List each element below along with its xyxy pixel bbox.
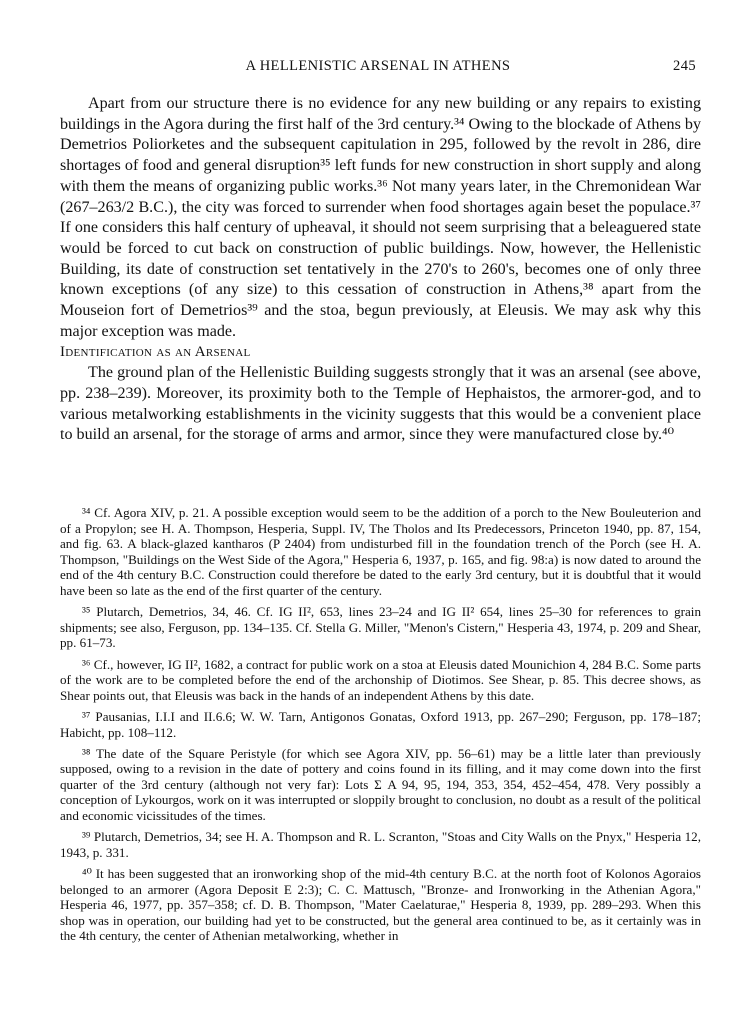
footnote-38: ³⁸ The date of the Square Peristyle (for which see Agora XIV, pp. 56–61) may be a little later than previously supposed, owing to a revision in the date of pottery and coins found in its filling, and it may come down into the first quarter of the 3rd century (although not very far): Lots Σ A 94, 95, 194, 353, 354, 452–454, 478. Very possibly a conception of Lykourgos, work on it was interrupted or sloppily brought to conclusion, no doubt as a result of the political and economic vicissitudes of the times. (60, 745, 701, 824)
footnotes (60, 505, 701, 950)
footnote-35: ³⁵ Plutarch, Demetrios, 34, 46. Cf. IG II², 653, lines 23–24 and IG II² 654, lines 25–30 for references to grain shipments; see also, Ferguson, pp. 134–135. Cf. Stella G. Miller, "Menon's Cistern," Hesperia 43, 1974, p. 209 and Shear, pp. 61–73. (60, 604, 701, 651)
footnote-39: ³⁹ Plutarch, Demetrios, 34; see H. A. Thompson and R. L. Scranton, "Stoas and City Walls on the Pnyx," Hesperia 12, 1943, p. 331. (60, 829, 701, 860)
footnote-40: ⁴⁰ It has been suggested that an ironworking shop of the mid-4th century B.C. at the north foot of Kolonos Agoraios belonged to an armorer (Agora Deposit E 2:3); C. C. Mattusch, "Bronze- and Ironworking in the Athenian Agora," Hesperia 46, 1977, pp. 357–358; cf. D. B. Thompson, "Mater Caelaturae," Hesperia 8, 1939, pp. 289–293. When this shop was in operation, our building had yet to be constructed, but the general area continued to be, as it certainly was in the 4th century, the center of Athenian metalworking, whether in (60, 866, 701, 944)
footnote-34: ³⁴ Cf. Agora XIV, p. 21. A possible exception would seem to be the addition of a porch to the New Bouleuterion and of a Propylon; see H. A. Thompson, Hesperia, Suppl. IV, The Tholos and Its Predecessors, Princeton 1940, pp. 87, 154, and fig. 63. A black-glazed kantharos (P 2404) from undisturbed fill in the foundation trench of the Porch (see H. A. Thompson, "Buildings on the West Side of the Agora," Hesperia 6, 1937, p. 165, and fig. 98:a) is now dated to around the end of the 4th century B.C. Construction could therefore be dated to the early 3rd century, but it is doubtful that it would have been so late as the end of the first quarter of the century. (60, 505, 701, 598)
running-title: A HELLENISTIC ARSENAL IN ATHENS (245, 58, 511, 74)
paragraph-2: The ground plan of the Hellenistic Building suggests strongly that it was an arsenal (see above, pp. 238–239). Moreover, its proximity both to the Temple of Hephaistos, the armorer-god, and to various metalworking establishments in the vicinity suggests that this would be a convenient place to build an arsenal, for the storage of arms and armor, since they were manufactured close by.⁴⁰ (60, 364, 701, 444)
section-heading: Identification as an Arsenal (60, 344, 251, 361)
footnote-36: ³⁶ Cf., however, IG II², 1682, a contract for public work on a stoa at Eleusis dated Mounichion 4, 284 B.C. Some parts of the work are to be completed before the end of the archonship of Diotimos. See Shear, p. 85. This decree shows, as Shear points out, that Eleusis was back in the hands of an independent Athens by this date. (60, 656, 701, 703)
page-number: 245 (673, 58, 696, 74)
main-text (60, 94, 701, 446)
footnote-37: ³⁷ Pausanias, I.I.I and II.6.6; W. W. Tarn, Antigonos Gonatas, Oxford 1913, pp. 267–290; Ferguson, pp. 178–187; Habicht, pp. 108–112. (60, 708, 701, 740)
paragraph-1: Apart from our structure there is no evidence for any new building or any repairs to existing buildings in the Agora during the first half of the 3rd century.³⁴ Owing to the blockade of Athens by Demetrios Poliorketes and the subsequent capitulation in 295, followed by the revolt in 286, dire shortages of food and general disruption³⁵ left funds for new construction in short supply and along with them the means of organizing public works.³⁶ Not many years later, in the Chremonidean War (267–263/2 B.C.), the city was forced to surrender when food shortages again beset the populace.³⁷ If one considers this half century of upheaval, it should not seem surprising that a beleaguered state would be forced to cut back on construction of public buildings. Now, however, the Hellenistic Building, its date of construction set tentatively in the 270's to 260's, becomes one of only three known exceptions (of any size) to this cessation of construction in Athens,³⁸ apart from the Mouseion fort of Demetrios³⁹ and the stoa, begun previously, at Eleusis. We may ask why this major exception was made. (60, 95, 701, 340)
